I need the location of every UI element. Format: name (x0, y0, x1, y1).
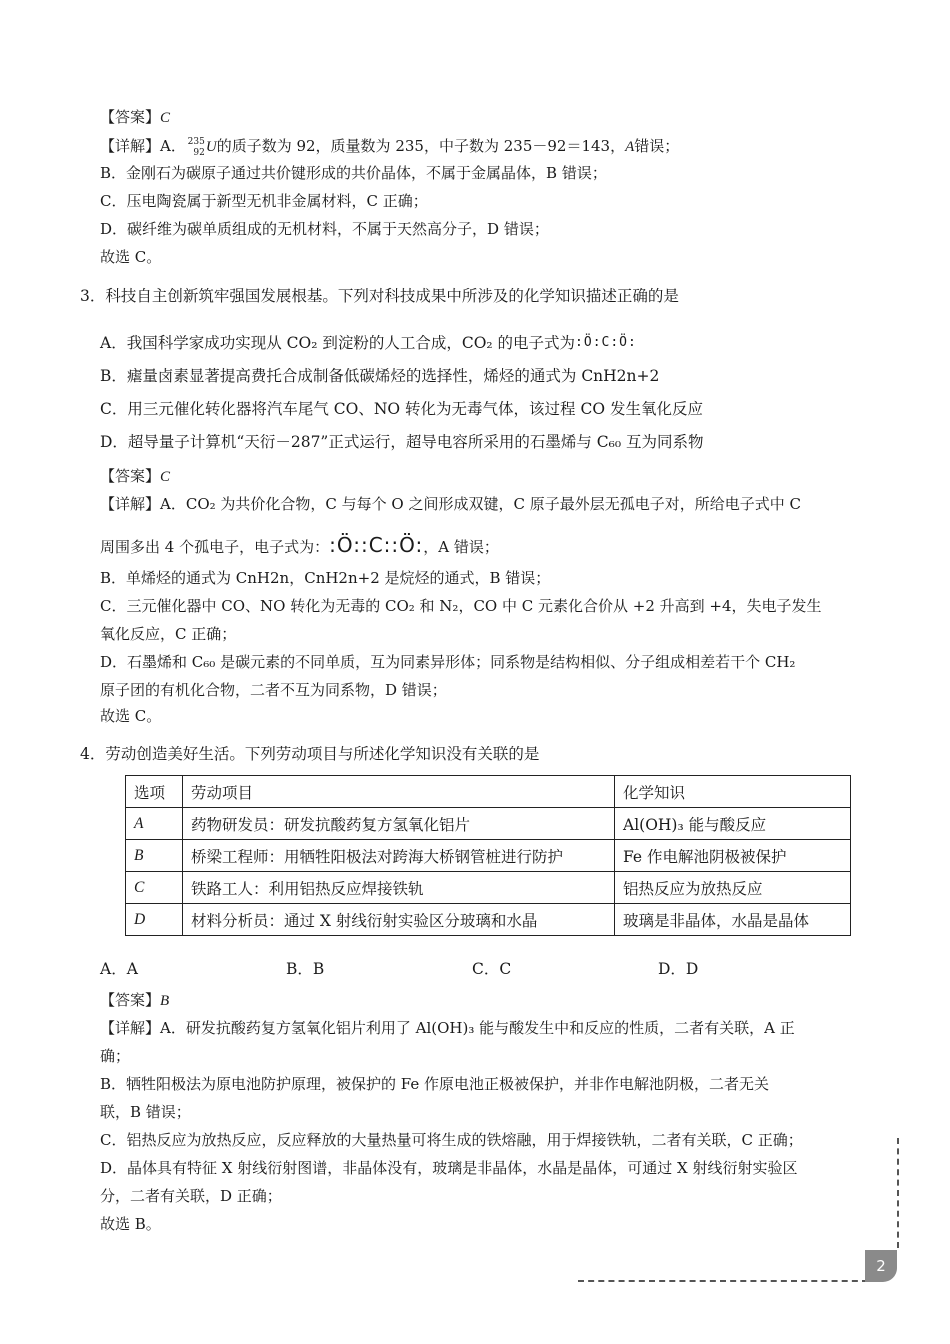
q4-detail-c: C．铝热反应为放热反应，反应释放的大量热量可将生成的铁熔融，用于焊接铁轨，二者有关联，C 正确； (100, 1131, 803, 1149)
isotope-symbol: U (205, 139, 217, 155)
detail-a-letter: A (625, 139, 635, 155)
detail-a-text: A．CO₂ 为共价化合物，C 与每个 O 之间形成双键，C 原子最外层无孤电子对，所给电子式中 C (160, 495, 801, 513)
q4-table (125, 775, 851, 936)
table-cell: Al(OH)₃ 能与酸反应 (615, 808, 851, 840)
q4-detail-a1 (100, 1018, 795, 1038)
detail-label: 【详解】 (100, 137, 161, 155)
detail-a-text: 的质子数为 92，质量数为 235，中子数为 235－92＝143， (216, 137, 626, 155)
q3-detail-a1 (100, 494, 801, 514)
table-cell: 桥梁工程师：用牺牲阳极法对跨海大桥钢管桩进行防护 (183, 840, 615, 872)
table-row (126, 808, 851, 840)
table-cell: D (134, 911, 146, 928)
q4-option-c: C．C (472, 960, 512, 978)
table-header-cell: 劳动项目 (183, 776, 615, 808)
lewis-structure-correct: :Ö::C::Ö: (329, 533, 424, 557)
detail-a-prefix: A． (160, 137, 186, 155)
table-cell: 铝热反应为放热反应 (615, 872, 851, 904)
q2-answer (100, 107, 170, 128)
q4-detail-b1: B．牺牲阳极法为原电池防护原理，被保护的 Fe 作原电池正极被保护，并非作电解池阴极，二者无关 (100, 1075, 770, 1093)
answer-label: 【答案】 (100, 467, 161, 485)
answer-value: C (160, 469, 171, 485)
table-header-cell: 化学知识 (615, 776, 851, 808)
q3-detail-c1: C．三元催化器中 CO、NO 转化为无毒的 CO₂ 和 N₂，CO 中 C 元素化合价从 +2 升高到 +4，失电子发生 (100, 597, 822, 615)
q4-answer (100, 990, 169, 1011)
q4-detail-d1: D．晶体具有特征 X 射线衍射图谱，非晶体没有，玻璃是非晶体，水晶是晶体，可通过 X 射线衍射实验区 (100, 1159, 798, 1177)
detail-a2-end: ，A 错误； (423, 538, 499, 556)
table-row (126, 904, 851, 936)
q2-detail-b: B．金刚石为碳原子通过共价键形成的共价晶体，不属于金属晶体，B 错误； (100, 164, 607, 182)
table-cell: 材料分析员：通过 X 射线衍射实验区分玻璃和水晶 (183, 904, 615, 936)
q4-option-a: A．A (100, 960, 138, 978)
q3-detail-c2: 氧化反应，C 正确； (100, 625, 237, 643)
q3-detail-b: B．单烯烃的通式为 CnH2n，CnH2n+2 是烷烃的通式，B 错误； (100, 569, 551, 587)
table-cell: 药物研发员：研发抗酸药复方氢氧化铝片 (183, 808, 615, 840)
q4-detail-d2: 分，二者有关联，D 正确； (100, 1187, 282, 1205)
detail-a2-text: 周围多出 4 个孤电子，电子式为： (100, 538, 330, 556)
option-a-text: A．我国科学家成功实现从 CO₂ 到淀粉的人工合成，CO₂ 的电子式为 (100, 334, 576, 352)
answer-label: 【答案】 (100, 991, 161, 1009)
q2-detail-c: C．压电陶瓷属于新型无机非金属材料，C 正确； (100, 192, 428, 210)
dashed-border-horizontal (578, 1280, 868, 1282)
page-number: 2 (865, 1250, 897, 1282)
detail-a-text: A．研发抗酸药复方氢氧化铝片利用了 Al(OH)₃ 能与酸发生中和反应的性质，二者有关联，A 正 (160, 1019, 795, 1037)
detail-label: 【详解】 (100, 1019, 161, 1037)
q3-stem: 3．科技自主创新筑牢强国发展根基。下列对科技成果中所涉及的化学知识描述正确的是 (80, 287, 679, 305)
q4-stem: 4．劳动创造美好生活。下列劳动项目与所述化学知识没有关联的是 (80, 745, 540, 763)
q2-detail-a (100, 135, 679, 157)
table-cell: B (134, 847, 144, 864)
table-header-row (126, 776, 851, 808)
q4-option-b: B．B (286, 960, 325, 978)
q2-choose: 故选 C。 (100, 248, 162, 266)
isotope-mass: 235 (187, 137, 205, 147)
q4-detail-a2: 确； (100, 1047, 131, 1065)
q3-option-a (100, 333, 637, 353)
q3-option-c: C．用三元催化转化器将汽车尾气 CO、NO 转化为无毒气体，该过程 CO 发生氧化反应 (100, 400, 703, 418)
q4-detail-b2: 联，B 错误； (100, 1103, 191, 1121)
q4-choose: 故选 B。 (100, 1215, 161, 1233)
q3-detail-d1: D．石墨烯和 C₆₀ 是碳元素的不同单质，互为同素异形体；同系物是结构相似、分子组成相差若干个 CH₂ (100, 653, 796, 671)
q2-detail-d: D．碳纤维为碳单质组成的无机材料，不属于天然高分子，D 错误； (100, 220, 549, 238)
answer-value: C (160, 110, 171, 126)
table-header-cell: 选项 (126, 776, 183, 808)
answer-value: B (160, 993, 170, 1009)
q3-detail-d2: 原子团的有机化合物，二者不互为同系物，D 错误； (100, 681, 447, 699)
q3-detail-a2 (100, 535, 499, 557)
q3-option-b: B．瘧量卤素显著提高费托合成制备低碳烯烃的选择性，烯烃的通式为 CnH2n+2 (100, 367, 660, 385)
table-cell: A (134, 815, 144, 832)
detail-label: 【详解】 (100, 495, 161, 513)
lewis-structure: :Ö:C:Ö: (575, 335, 637, 350)
detail-a-end: 错误； (634, 137, 680, 155)
answer-label: 【答案】 (100, 108, 161, 126)
q4-option-d: D．D (658, 960, 699, 978)
dashed-border-vertical (897, 1138, 899, 1248)
table-cell: Fe 作电解池阴极被保护 (615, 840, 851, 872)
isotope-notation (186, 135, 206, 158)
q3-option-d: D．超导量子计算机“天衍－287”正式运行，超导电容所采用的石墨烯与 C₆₀ 互为同系物 (100, 433, 704, 451)
q3-choose: 故选 C。 (100, 707, 162, 725)
table-cell: C (134, 879, 145, 896)
table-cell: 玻璃是非晶体，水晶是晶体 (615, 904, 851, 936)
table-row (126, 840, 851, 872)
table-cell: 铁路工人：利用铝热反应焊接铁轨 (183, 872, 615, 904)
table-row (126, 872, 851, 904)
q3-answer (100, 466, 170, 487)
isotope-number: 92 (193, 148, 205, 158)
